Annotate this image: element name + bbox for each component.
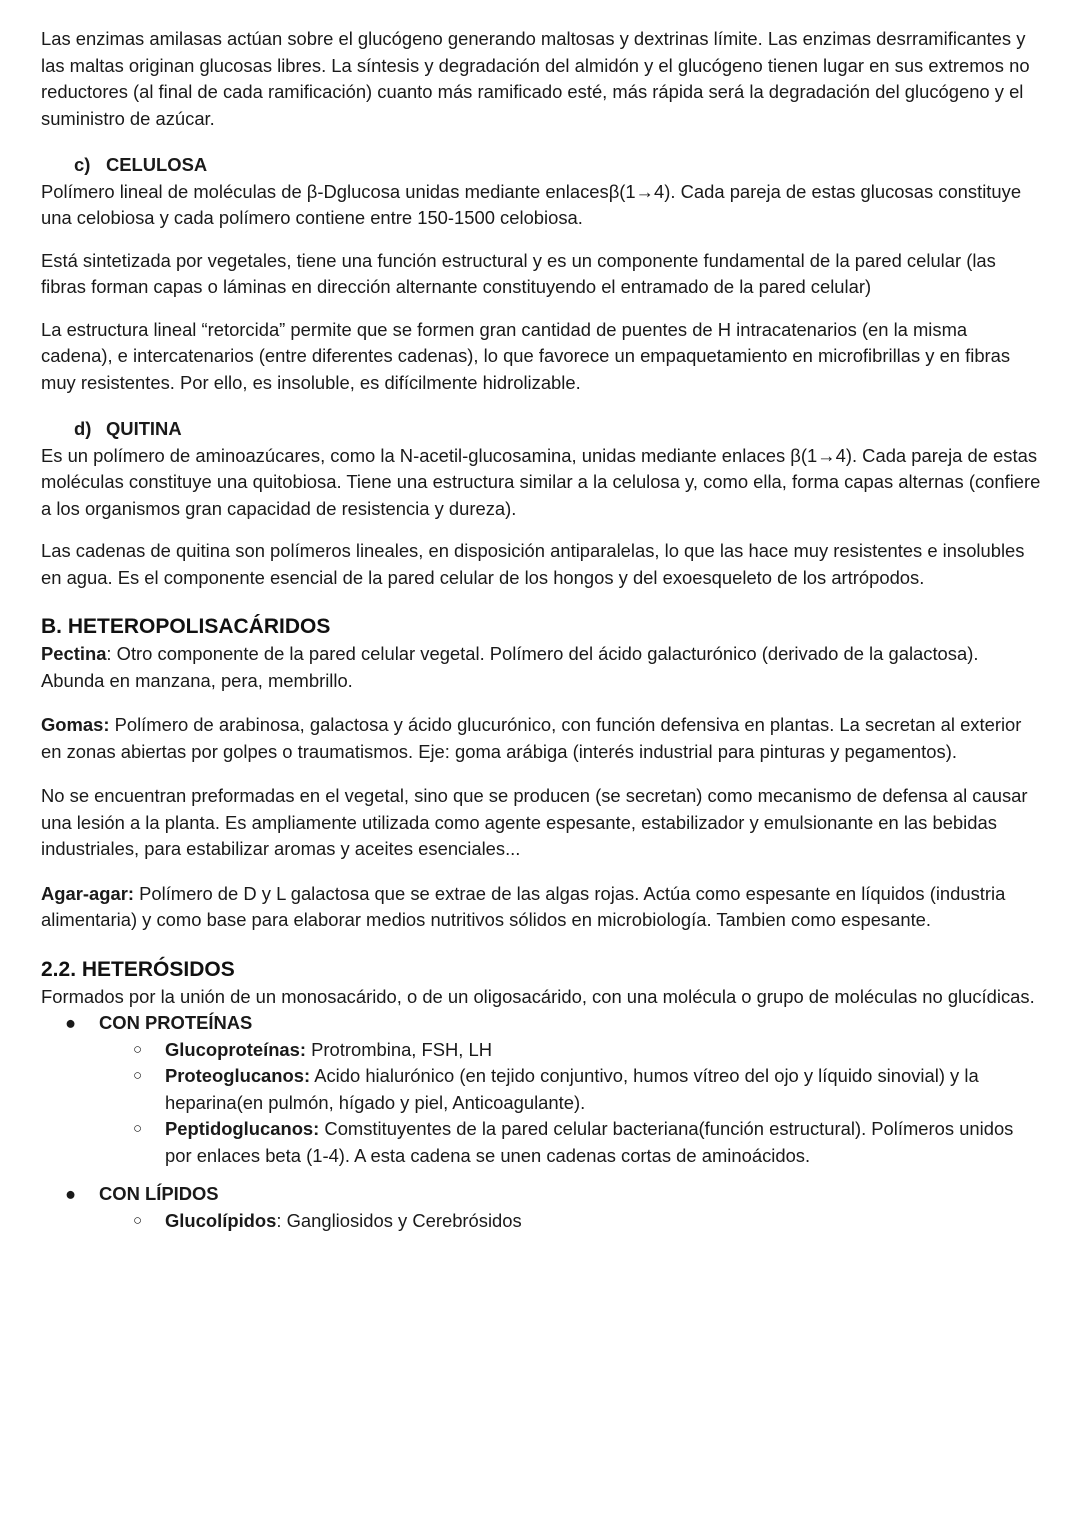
- celulosa-heading: [41, 152, 1041, 179]
- item-term: Glucolípidos: [165, 1209, 277, 1231]
- circle-bullet-icon: ○: [133, 1211, 143, 1229]
- celulosa-paragraph-2: Está sintetizada por vegetales, tiene una función estructural y es un componente fundamental de la pared celular (las fibras forman capas o láminas en dirección alternante constituyendo el entramado de la pared celular): [41, 249, 996, 297]
- item-text: : Gangliosidos y Cerebrósidos: [276, 1209, 522, 1231]
- gomas-paragraph-2: No se encuentran preformadas en el vegetal, sino que se producen (se secretan) como mecanismo de defensa al causar una lesión a la planta. Es ampliamente utilizada como agente espesante, estabilizador y emulsionante en las bebidas industriales, para estabilizar aromas y aceites esenciales...: [41, 785, 1028, 859]
- quitina-paragraph-1: Es un polímero de aminoazúcares, como la N-acetil-glucosamina, unidas mediante enlaces β(1→4). Cada pareja de estas moléculas constituye una quitobiosa. Tiene una estructura similar a la celulosa y, como ella, forma capas alternas (confiere a los organismos gran capacidad de resistencia y dureza).: [41, 444, 1041, 519]
- quitina-label: d): [74, 418, 92, 439]
- gomas-text: Polímero de arabinosa, galactosa y ácido glucurónico, con función defensiva en plantas. La secretan al exterior en zonas abiertas por golpes o traumatismos. Eje: goma arábiga (interés industrial para pinturas y pegamentos).: [41, 714, 1022, 762]
- sub-list-lipidos: [99, 1208, 1041, 1235]
- bullet-icon: ●: [65, 1012, 77, 1033]
- agar-term: Agar-agar:: [41, 882, 134, 904]
- list-item: [99, 1037, 1041, 1064]
- heterosidos-intro: Formados por la unión de un monosacárido, o de un oligosacárido, con una molécula o grupo de moléculas no glucídicas.: [41, 985, 1035, 1007]
- sub-list-proteinas: [99, 1037, 1041, 1170]
- item-term: Proteoglucanos:: [165, 1065, 311, 1086]
- heterosidos-heading: 2.2. HETERÓSIDOS: [41, 957, 235, 981]
- item-text: Comstituyentes de la pared celular bacteriana(función estructural). Polímeros unidos por enlaces beta (1-4). A esta cadena se unen cadenas cortas de aminoácidos.: [165, 1118, 1014, 1166]
- list-item-lipidos: [41, 1181, 1041, 1234]
- circle-bullet-icon: ○: [133, 1120, 143, 1137]
- document-page: [41, 26, 1041, 1234]
- heteropolisacaridos-heading: B. HETEROPOLISACÁRIDOS: [41, 615, 331, 638]
- quitina-title: QUITINA: [106, 418, 182, 439]
- celulosa-paragraph-1: Polímero lineal de moléculas de β-Dglucosa unidas mediante enlacesβ(1→4). Cada pareja de estas glucosas constituye una celobiosa y cada polímero contiene entre 150-1500 celobiosa.: [41, 180, 1022, 228]
- group-heading: CON LÍPIDOS: [99, 1183, 219, 1204]
- pectina-paragraph: [41, 641, 1041, 694]
- circle-bullet-icon: ○: [133, 1067, 143, 1084]
- item-term: Glucoproteínas:: [165, 1038, 307, 1060]
- agar-text: Polímero de D y L galactosa que se extrae de las algas rojas. Actúa como espesante en líquidos (industria alimentaria) y como base para elaborar medios nutritivos sólidos en microbiología. Tambien como espesante.: [41, 882, 1006, 930]
- quitina-heading: [41, 416, 1041, 443]
- bullet-icon: ●: [65, 1183, 77, 1204]
- pectina-term: Pectina: [41, 643, 107, 664]
- quitina-paragraph-2: Las cadenas de quitina son polímeros lineales, en disposición antiparalelas, lo que las hace muy resistentes e insolubles en agua. Es el componente esencial de la pared celular de los hongos y del exoesqueleto de los artrópodos.: [41, 540, 1025, 588]
- celulosa-title: CELULOSA: [106, 154, 208, 175]
- pectina-text: : Otro componente de la pared celular vegetal. Polímero del ácido galacturónico (derivado de la galactosa). Abunda en manzana, pera, membrillo.: [41, 643, 979, 691]
- list-item: [99, 1208, 1041, 1235]
- circle-bullet-icon: ○: [133, 1040, 143, 1058]
- list-item: [99, 1063, 1041, 1116]
- item-term: Peptidoglucanos:: [165, 1118, 320, 1139]
- intro-paragraph: Las enzimas amilasas actúan sobre el glucógeno generando maltosas y dextrinas límite. Las enzimas desrramificantes y las maltas originan glucosas libres. La síntesis y degradación del almidón y el glucógeno tienen lugar en sus extremos no reductores (al final de cada ramificación) cuanto más ramificado esté, más rápida será la degradación del glucógeno y el suministro de azúcar.: [41, 28, 1030, 129]
- celulosa-label: c): [74, 154, 91, 175]
- item-text: Acido hialurónico (en tejido conjuntivo, humos vítreo del ojo y líquido sinovial) y la heparina(en pulmón, hígado y piel, Anticoagulante).: [165, 1065, 979, 1113]
- agar-paragraph: [41, 881, 1041, 934]
- group-heading: CON PROTEÍNAS: [99, 1012, 253, 1033]
- list-item-proteinas: [41, 1010, 1041, 1169]
- celulosa-paragraph-3: La estructura lineal “retorcida” permite que se formen gran cantidad de puentes de H intracatenarios (en la misma cadena), e intercatenarios (entre diferentes cadenas), lo que favorece un empaquetamiento en microfibrillas y en fibras muy resistentes. Por ello, es insoluble, es difícilmente hidrolizable.: [41, 318, 1011, 393]
- gomas-paragraph: [41, 712, 1041, 765]
- gomas-term: Gomas:: [41, 714, 110, 735]
- list-item: [99, 1116, 1041, 1169]
- heterosidos-list: [41, 1010, 1041, 1234]
- item-text: Protrombina, FSH, LH: [306, 1038, 493, 1060]
